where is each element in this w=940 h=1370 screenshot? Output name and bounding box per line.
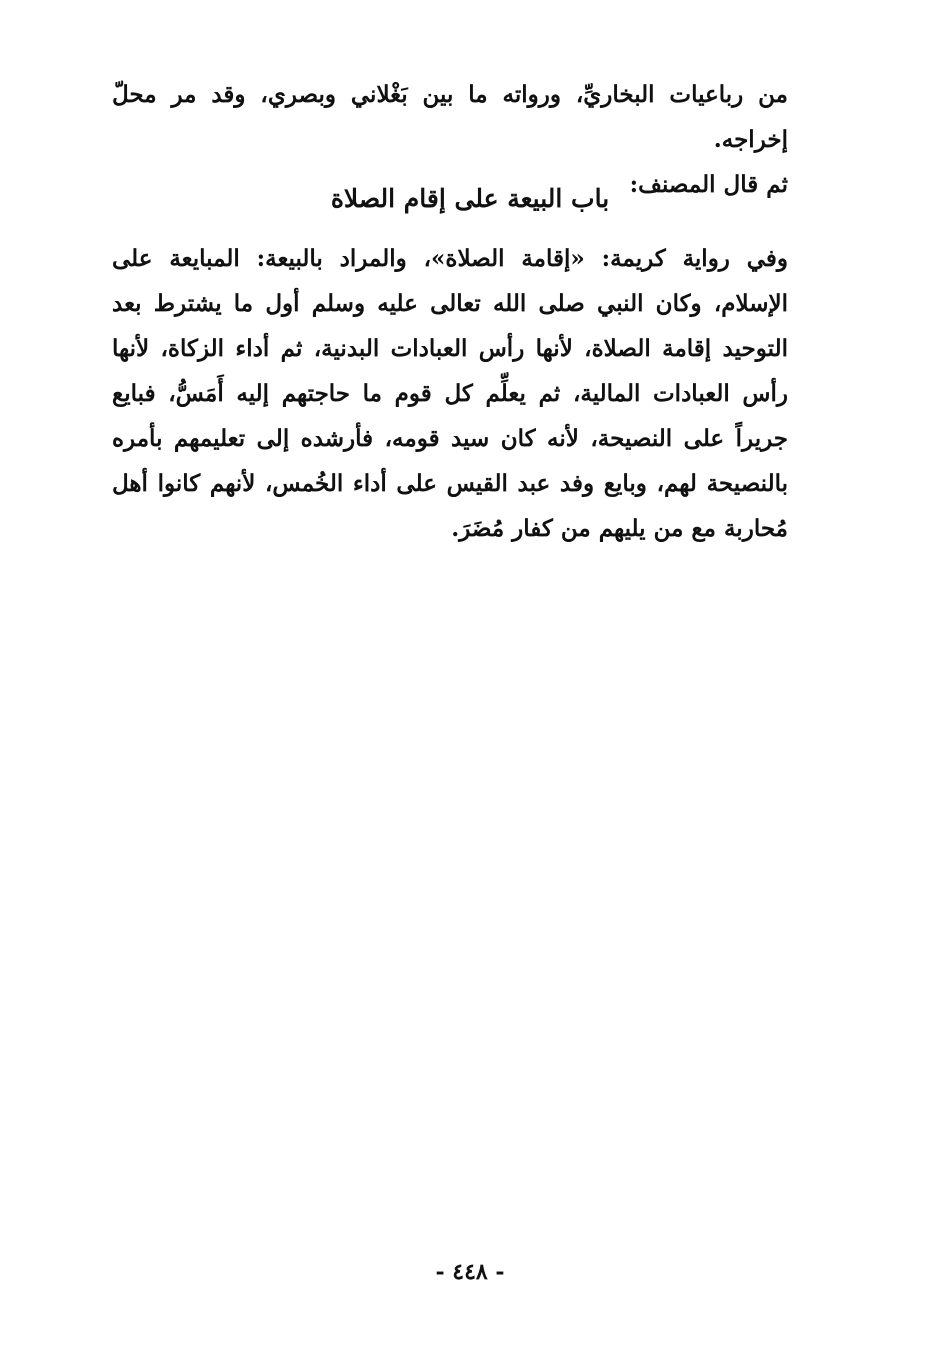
- intro-line-1: من رباعيات البخاريِّ، ورواته ما بين بَغْلاني وبصري، وقد مر محلّ إخراجه.: [112, 81, 788, 153]
- chapter-heading: باب البيعة على إقام الصلاة: [330, 184, 610, 213]
- body-text: [112, 236, 788, 551]
- body-paragraph: وفي رواية كريمة: «إقامة الصلاة»، والمراد بالبيعة: المبايعة على الإسلام، وكان النبي صلى الله تعالى عليه وسلم أول ما يشترط بعد التوحيد إقامة الصلاة، لأنها رأس العبادات البدنية، ثم أداء الزكاة، لأنها رأس العبادات المالية، ثم يعلِّم كل قوم ما حاجتهم إليه أَمَسُّ، فبايع جريراً على النصيحة، لأنه كان سيد قومه، فأرشده إلى تعليمهم بأمره بالنصيحة لهم، وبايع وفد عبد القيس على أداء الخُمس، لأنهم كانوا أهل مُحاربة مع من يليهم من كفار مُضَرَ.: [112, 245, 788, 542]
- intro-line-2: ثم قال المصنف:: [629, 171, 788, 198]
- page-number: - ٤٤٨ -: [435, 1259, 505, 1285]
